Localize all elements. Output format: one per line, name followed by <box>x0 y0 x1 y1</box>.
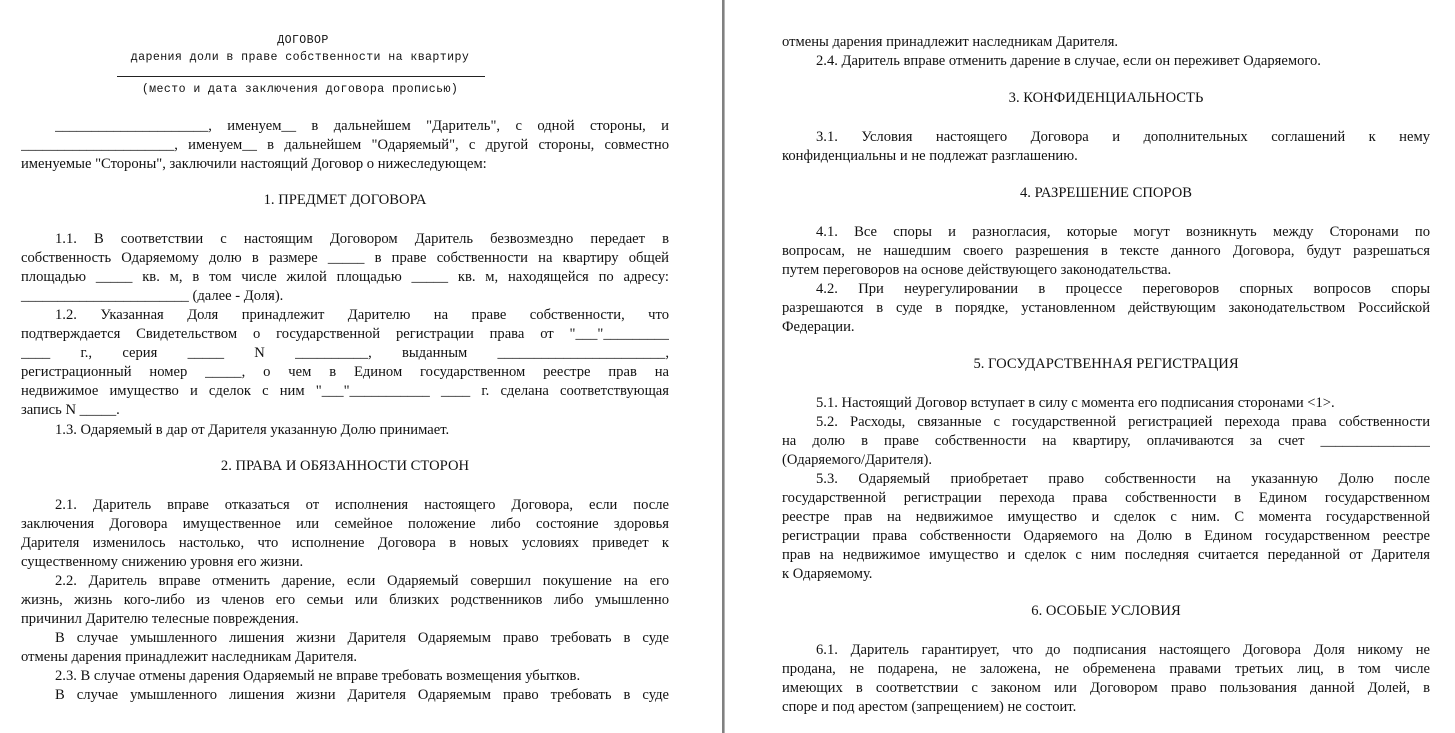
section-6-line: споре и под арестом (запрещением) не состоит. <box>782 699 1077 715</box>
section-5-line: 5.1. Настоящий Договор вступает в силу с момента его подписания сторонами <1>. <box>816 395 1335 411</box>
document-page-right <box>730 0 1455 733</box>
section-4-line: разрешаются в суде в порядке, установленном действующим законодательством Российской <box>782 300 1430 316</box>
preamble-line: именуемые "Стороны", заключили настоящий Договор о нижеследующем: <box>21 156 487 172</box>
preamble-line: _____________________, именуем__ в дальнейшем "Даритель", с одной стороны, и <box>55 118 669 134</box>
place-date-label: (место и дата заключения договора прописью) <box>141 83 459 96</box>
section-4-line: вопросам, не нашедшим своего разрешения в тексте данного Договора, будут разрешаться <box>782 243 1430 259</box>
document-title: ДОГОВОР <box>277 34 329 47</box>
section-6-line: имеющих в соответствии с законом или Договором право пользования данной Долей, в <box>782 680 1430 696</box>
section-1-line: собственность Одаряемому долю в размере _____ в праве собственности на квартиру общей <box>21 250 669 266</box>
section-1-heading: 1. ПРЕДМЕТ ДОГОВОРА <box>263 192 427 208</box>
document-subtitle: дарения доли в праве собственности на квартиру <box>130 51 470 64</box>
section-6-line: продана, не подарена, не заложена, не обременена правами третьих лиц, в том числе <box>782 661 1430 677</box>
section-1-line: 1.1. В соответствии с настоящим Договором Даритель безвозмездно передает в <box>55 231 669 247</box>
section-2-line: 2.2. Даритель вправе отменить дарение, если Одаряемый совершил покушение на его <box>55 573 669 589</box>
section-5-line: (Одаряемого/Дарителя). <box>782 452 932 468</box>
section-2-line: отмены дарения принадлежит наследникам Дарителя. <box>21 649 358 665</box>
section-4-heading: 4. РАЗРЕШЕНИЕ СПОРОВ <box>1019 185 1193 201</box>
section-4-line: путем переговоров на основе действующего законодательства. <box>782 262 1172 278</box>
section-5-line: 5.3. Одаряемый приобретает право собственности на указанную Долю после <box>816 471 1430 487</box>
section-5-heading: 5. ГОСУДАРСТВЕННАЯ РЕГИСТРАЦИЯ <box>973 356 1239 372</box>
place-date-underline <box>117 76 485 77</box>
section-2-line: причинил Дарителю телесные повреждения. <box>21 611 299 627</box>
section-3-line: конфиденциальны и не подлежат разглашению. <box>782 148 1078 164</box>
section-5-line: регистрации права собственности Одаряемого на Долю в Едином государственном реестре <box>782 528 1430 544</box>
section-1-line: подтверждается Свидетельством о государственной регистрации права от "___"_________ <box>21 326 669 342</box>
section-1-line: площадью _____ кв. м, в том числе жилой площадью _____ кв. м, находящейся по адресу: <box>21 269 669 285</box>
section-5-line: реестре прав на недвижимое имущество и сделок с ним. С момента государственной <box>782 509 1430 525</box>
section-4-line: 4.2. При неурегулировании в процессе переговоров спорных вопросов споры <box>816 281 1430 297</box>
section-2-line: В случае умышленного лишения жизни Дарителя Одаряемым право требовать в суде <box>55 687 669 703</box>
section-6-line: 6.1. Даритель гарантирует, что до подписания настоящего Договора Доля никому не <box>816 642 1430 658</box>
section-6-heading: 6. ОСОБЫЕ УСЛОВИЯ <box>1031 603 1181 619</box>
section-3-line: 3.1. Условия настоящего Договора и дополнительных соглашений к нему <box>816 129 1430 145</box>
section-1-line: _______________________ (далее - Доля). <box>21 288 284 304</box>
document-page-left <box>0 0 718 733</box>
continued-line: отмены дарения принадлежит наследникам Дарителя. <box>782 34 1119 50</box>
continued-line: 2.4. Даритель вправе отменить дарение в случае, если он переживет Одаряемого. <box>816 53 1321 69</box>
section-2-line: В случае умышленного лишения жизни Дарителя Одаряемым право требовать в суде <box>55 630 669 646</box>
section-4-line: Федерации. <box>782 319 855 335</box>
section-2-line: жизнь, жизнь кого-либо из членов его семьи или близких родственников либо умышленно <box>21 592 669 608</box>
section-5-line: государственной регистрации перехода права собственности в Едином государственном <box>782 490 1430 506</box>
section-5-line: на долю в праве собственности на квартиру, оплачиваются за счет _______________ <box>782 433 1430 449</box>
section-2-line: 2.1. Даритель вправе отказаться от исполнения настоящего Договора, если после <box>55 497 669 513</box>
section-5-line: прав на недвижимое имущество и сделок с ним последняя считается переданной от Дарителя <box>782 547 1430 563</box>
page-divider <box>718 0 730 733</box>
section-1-line: запись N _____. <box>21 402 120 418</box>
section-5-line: к Одаряемому. <box>782 566 873 582</box>
section-3-heading: 3. КОНФИДЕНЦИАЛЬНОСТЬ <box>1008 90 1204 106</box>
section-2-line: Дарителя изменилось настолько, что исполнение Договора в новых условиях приведет к <box>21 535 669 551</box>
section-1-line: 1.2. Указанная Доля принадлежит Дарителю на праве собственности, что <box>55 307 669 323</box>
section-2-line: заключения Договора имущественное или семейное положение либо состояние здоровья <box>21 516 669 532</box>
section-2-line: существенному снижению уровня его жизни. <box>21 554 304 570</box>
section-2-line: 2.3. В случае отмены дарения Одаряемый не вправе требовать возмещения убытков. <box>55 668 581 684</box>
section-1-line: ____ г., серия _____ N __________, выданным _______________________, <box>21 345 669 361</box>
section-1-line: недвижимое имущество и сделок с ним "___"___________ ____ г. сделана соответствующая <box>21 383 669 399</box>
section-5-line: 5.2. Расходы, связанные с государственной регистрацией перехода права собственности <box>816 414 1430 430</box>
section-1-line: 1.3. Одаряемый в дар от Дарителя указанную Долю принимает. <box>55 422 450 438</box>
section-2-heading: 2. ПРАВА И ОБЯЗАННОСТИ СТОРОН <box>220 458 470 474</box>
section-1-line: регистрационный номер _____, о чем в Едином государственном реестре прав на <box>21 364 669 380</box>
section-4-line: 4.1. Все споры и разногласия, которые могут возникнуть между Сторонами по <box>816 224 1430 240</box>
preamble-line: _____________________, именуем__ в дальнейшем "Одаряемый", с другой стороны, совместно <box>21 137 669 153</box>
